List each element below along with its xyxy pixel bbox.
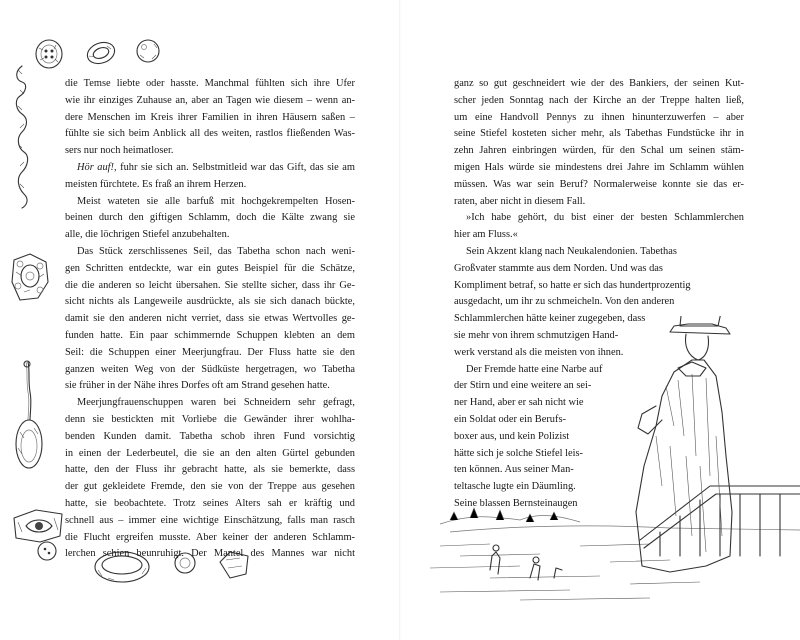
text-line: Meerjungfrauenschuppen waren bei Schneidern sehr gefragt, (77, 397, 355, 409)
text-line: fühlte sie sich beim Anblick all des weiten, rastlos fließenden Was- (65, 128, 355, 140)
page-gutter (399, 0, 401, 640)
chain-necklace-illustration (8, 62, 38, 212)
bead-illustration (134, 38, 162, 64)
text-line: damit sie den anderen nicht verriet, dass sie etwas Wertvolles ge- (65, 313, 355, 325)
text-line: ganzen weiten Weg von der Südküste hergetragen, wo Tabetha (65, 363, 355, 375)
text-line: der Stirn und eine weitere an sei- (454, 380, 592, 392)
text-line: ausgedacht, um ihr zu schmeicheln. Von den anderen (454, 296, 675, 308)
text-line: hätte sich je solche Stiefel leis- (454, 447, 583, 459)
spoon-illustration (8, 358, 48, 474)
text-line: ten können. Aus seiner Man- (454, 464, 574, 476)
text-line: Seil: die Schuppen einer Meerjungfrau. Der Fluss hatte sie den (65, 346, 355, 358)
text-line: Das Stück zerschlissenes Seil, das Tabetha schon nach weni- (77, 245, 355, 257)
text-line: müssen. Was war sein Beruf? Normalerweise konnte sie das er- (454, 178, 744, 190)
text-line: teltasche lugte ein Däumling. (454, 481, 576, 493)
text-line: scher jeden Sonntag nach der Kirche an der Treppe halten ließ, (454, 94, 744, 106)
text-line: funden hatte. Ein paar schimmernde Schuppen klebten an dem (65, 329, 355, 341)
text-line: alle, die löchrigen Stiefel anzubehalten. (65, 229, 230, 241)
text-line: ganz so gut geschneidert wie der des Bankiers, der seinen Kut- (454, 78, 744, 89)
small-button-illustration (36, 540, 58, 562)
text-line: ner Hand, aber er sah nicht wie (454, 397, 584, 409)
text-line: hatte, sie beobachtete. Trotz seines Alters sah er kräftig und (65, 497, 355, 509)
italic-phrase: Hör auf! (77, 161, 114, 173)
text-line: Sein Akzent klang nach Neukalendonien. Tabethas (466, 245, 677, 257)
text-line: raten, aber nicht in diesem Fall. (454, 195, 586, 207)
text-line: Meist wateten sie alle barfuß mit hochgekrempelten Hosen- (77, 195, 355, 207)
left-page-text (65, 76, 355, 563)
text-line: Schlammlerchen hätte keiner zugegeben, dass (454, 313, 646, 325)
text-line: werk verstand als die meisten von ihnen. (454, 346, 624, 358)
text-line: die die anderen so leicht übersahen. Sie stellte sicher, dass ihr Ge- (65, 279, 355, 291)
text-line: die Flucht ergreifen musste. Aber keiner der anderen Schlamm- (65, 531, 355, 543)
text-line: boxer aus, und kein Polizist (454, 430, 570, 442)
text-line-italic-start (65, 160, 355, 177)
text-line: Großvater stammte aus dem Norden. Und was das (454, 262, 663, 274)
text-line: sie mehr von ihrem schmutzigen Hand- (454, 329, 619, 341)
text-line: hier am Fluss.« (454, 229, 518, 241)
text-line: migen Hals würde sie mindestens drei Jahre im Schlamm wühlen (454, 161, 744, 173)
text-line: Kompliment betraf, so hatte er sich das hundertprozentig (454, 279, 691, 291)
text-line: zehn Jahren einbringen würden, für den Schal um seinen stäm- (454, 145, 744, 157)
ring-illustration (85, 40, 117, 66)
text-line: seine Stiefel kosteten sicher mehr, als Tabethas Fundstücke ihr in (454, 128, 744, 140)
text-line: »Ich habe gehört, du bist einer der besten Schlammlerchen (466, 212, 744, 224)
text-line: dere Menschen im Kreis ihrer Familien in ihren Häusern saßen – (65, 111, 355, 123)
text-line: gen Schritten entdeckte, war ein gutes Beispiel für die Schätze, (65, 262, 355, 274)
button-coin-illustration (34, 38, 64, 70)
text-line: lerchen schien beunruhigt. Der Mantel des Mannes war nicht (65, 548, 355, 560)
text-line: sers nur noch heimatloser. (65, 145, 174, 157)
brooch-illustration (8, 252, 52, 304)
text-line: in einen der Lederbeutel, die sie an den alten Gürtel gebunden (65, 447, 355, 459)
text-line: benden Kunden damit. Tabetha schob ihren Fund vorsichtig (65, 430, 355, 442)
text-line: der gut gekleidete Fremde, den sie von der Treppe aus gesehen (65, 481, 355, 493)
right-page-text (454, 76, 744, 513)
text-line: meisten fürchtete. Es fraß an ihrem Herzen. (65, 178, 247, 190)
text-line: die Temse liebte oder hasste. Manchmal fühlten sich ihre Ufer (65, 78, 355, 89)
text-line: sicht nichts als Langeweile ausdrückte, als sie sich danach bückte, (65, 296, 355, 308)
text-line: ein Soldat oder ein Berufs- (454, 413, 566, 425)
text-line: Der Fremde hatte eine Narbe auf (466, 363, 603, 375)
text-line: sie früher in der Nähe ihres Dorfes oft am Strand gesehen hatte. (65, 380, 330, 392)
text-line: Seine blassen Bernsteinaugen (454, 497, 578, 509)
text-line-rest: , fuhr sie sich an. Selbstmitleid war das Gift, das sie am (114, 161, 355, 173)
text-line: schnell aus – immer eine wichtige Einschätzung, falls man rasch (65, 514, 355, 526)
text-line: denn sie bestickten mit Vorliebe die Gewänder ihrer wohlha- (65, 413, 355, 425)
text-line: hatte, den der Fluss ihr gebracht hatte, als sie bemerkte, dass (65, 464, 355, 476)
text-line: um eine Handvoll Pennys zu ihnen hinunterzuwerfen – aber (454, 111, 744, 123)
text-line: wie ihr einziges Zuhause an, aber an Tagen wie diesem – wenn an- (65, 94, 355, 106)
text-line: beinen durch den giftigen Schlamm, doch die Kälte zwang sie (65, 212, 355, 224)
